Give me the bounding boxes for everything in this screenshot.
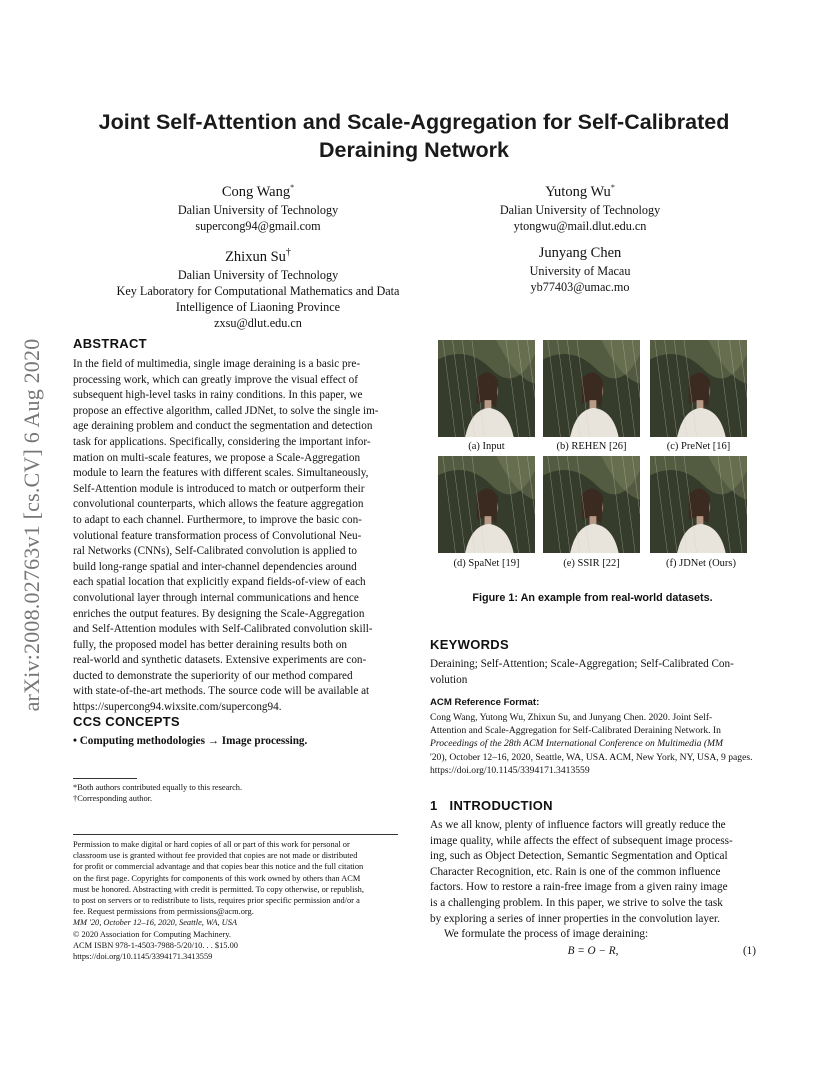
intro-heading <box>430 798 553 813</box>
abstract-line: convolutional layer through internal communications and hence <box>73 591 359 604</box>
intro-line: factors. How to restore a rain-free image from a given rainy image <box>430 881 728 894</box>
author-block-3 <box>70 243 446 332</box>
abstract-line: processing work, which can greatly improve the visual effect of <box>73 373 358 386</box>
arxiv-stamp <box>14 290 50 760</box>
acm-ref-text <box>430 711 760 777</box>
section-number: 1 <box>430 798 438 813</box>
permission-block <box>73 839 403 962</box>
author-affiliation: Dalian University of Technology <box>499 202 661 217</box>
photo-placeholder-icon <box>438 340 535 437</box>
author-affiliation: Dalian University of Technology <box>177 202 339 217</box>
abstract-line: to adapt to each channel. Furthermore, to improve the basic con- <box>73 513 362 526</box>
author-mark: † <box>285 247 291 258</box>
footnote: *Both authors contributed equally to this research. <box>73 783 243 792</box>
permission-line: fee. Request permissions from permissions@acm.org. <box>73 907 254 917</box>
equation: B = O − R, <box>567 945 619 957</box>
subcaption-f: (f) JDNet (Ours) <box>666 558 736 569</box>
permission-line: to post on servers or to redistribute to lists, requires prior specific permission and/or a <box>73 896 360 906</box>
intro-line: is a challenging problem. In this paper, we strive to solve the task <box>430 896 723 909</box>
figure-image-prenet <box>650 340 747 437</box>
footnotes <box>73 782 398 804</box>
arxiv-id: arXiv:2008.02763v1 [cs.CV] 6 Aug 2020 <box>19 338 44 712</box>
acm-ref-line: Attention and Scale-Aggregation for Self-Calibrated Deraining Network. In <box>430 725 721 737</box>
abstract-line: task for applications. Specifically, considering the important infor- <box>73 435 371 448</box>
equation-row <box>430 945 756 957</box>
abstract-line: mation on multi-scale features, we propose a Scale-Aggregation <box>73 451 361 464</box>
author-block-2 <box>430 178 730 234</box>
footnote: †Corresponding author. <box>73 794 153 804</box>
author-affiliation: Intelligence of Liaoning Province <box>175 300 341 315</box>
figure-image-jdnet <box>650 456 747 553</box>
subcaption-d: (d) SpaNet [19] <box>453 558 520 569</box>
ccs-text: • Computing methodologies → Image processing. <box>73 735 308 747</box>
intro-line: by exploring a series of inner properties in the convolution layer. <box>430 912 720 925</box>
author-email: yb77403@umac.mo <box>530 280 630 295</box>
title-line-2: Deraining Network <box>319 138 509 162</box>
permission-line: for profit or commercial advantage and that copies bear this notice and the full citation <box>73 862 364 872</box>
acm-ref-line: https://doi.org/10.1145/3394171.3413559 <box>430 764 590 776</box>
author-email: zxsu@dlut.edu.cn <box>214 316 302 331</box>
intro-line: We formulate the process of image deraining: <box>444 928 649 941</box>
title-line-1: Joint Self-Attention and Scale-Aggregation for Self-Calibrated <box>98 110 730 134</box>
acm-ref-line: Proceedings of the 28th ACM International Conference on Multimedia (MM <box>430 738 723 750</box>
abstract-line: and Self-Attention modules with Self-Calibrated convolution skill- <box>73 623 373 636</box>
photo-placeholder-icon <box>650 456 747 553</box>
subcaption-e: (e) SSIR [22] <box>563 558 620 569</box>
abstract-line: In the field of multimedia, single image deraining is a basic pre- <box>73 358 361 370</box>
author-name: Yutong Wu <box>545 183 611 200</box>
keywords-line: Deraining; Self-Attention; Scale-Aggregation; Self-Calibrated Con- <box>430 658 734 670</box>
author-affiliation: Dalian University of Technology <box>177 267 339 282</box>
abstract-line: enriches the output features. By designing the Scale-Aggregation <box>73 607 365 620</box>
author-mark: * <box>610 183 615 192</box>
intro-line: As we all know, plenty of influence factors will greatly reduce the <box>430 819 726 831</box>
abstract-line: age deraining problem and conduct the segmentation and detection <box>73 420 373 433</box>
permission-line: MM '20, October 12–16, 2020, Seattle, WA, USA <box>73 918 238 928</box>
author-block-4 <box>430 243 730 295</box>
abstract-heading: ABSTRACT <box>73 336 147 351</box>
photo-placeholder-icon <box>438 456 535 553</box>
acm-ref-line: Cong Wang, Yutong Wu, Zhixun Su, and Junyang Chen. 2020. Joint Self- <box>430 712 713 723</box>
abstract-line: real-world and synthetic datasets. Extensive experiments are con- <box>73 654 367 667</box>
abstract-line: subsequent high-level tasks in rainy conditions. In this paper, we <box>73 389 363 402</box>
section-title: INTRODUCTION <box>449 798 553 813</box>
permission-line: on the first page. Copyrights for components of this work owned by others than ACM <box>73 873 361 883</box>
abstract-line: https://supercong94.wixsite.com/supercong94. <box>73 701 282 714</box>
abstract-line: with state-of-the-art methods. The source code will be available at <box>73 685 370 698</box>
abstract-line: ducted to demonstrate the superiority of our method compared <box>73 669 353 682</box>
acm-ref-heading: ACM Reference Format: <box>430 697 540 708</box>
ccs-heading: CCS CONCEPTS <box>73 714 180 729</box>
figure-image-rehen <box>543 340 640 437</box>
figure-caption: Figure 1: An example from real-world datasets. <box>472 592 713 604</box>
acm-ref-line: '20), October 12–16, 2020, Seattle, WA, USA. ACM, New York, NY, USA, 9 pages. <box>430 751 753 763</box>
intro-text <box>430 818 756 943</box>
abstract-line: module to learn the features with different scales. Simultaneously, <box>73 467 369 480</box>
author-mark: * <box>290 183 295 192</box>
permission-line: © 2020 Association for Computing Machinery. <box>73 929 231 939</box>
abstract-line: build long-range spatial and inter-channel dependencies around <box>73 560 357 573</box>
permission-rule <box>73 834 398 835</box>
photo-placeholder-icon <box>543 340 640 437</box>
figure-image-spanet <box>438 456 535 553</box>
photo-placeholder-icon <box>650 340 747 437</box>
author-name: Cong Wang <box>221 183 291 200</box>
photo-placeholder-icon <box>543 456 640 553</box>
abstract-text <box>73 357 398 716</box>
figure-image-ssir <box>543 456 640 553</box>
abstract-line: volutional feature transformation process of Convolutional Neu- <box>73 529 362 542</box>
author-block-1 <box>90 178 426 234</box>
permission-line: ACM ISBN 978-1-4503-7988-5/20/10. . . $15.00 <box>73 940 238 950</box>
subcaption-a: (a) Input <box>468 441 505 452</box>
permission-line: must be honored. Abstracting with credit is permitted. To copy otherwise, or republish, <box>73 884 364 894</box>
author-name: Junyang Chen <box>538 245 622 261</box>
abstract-line: each spatial location that explicitly expand fields-of-view of each <box>73 576 366 589</box>
abstract-line: ral Networks (CNNs), Self-Calibrated convolution is applied to <box>73 545 357 558</box>
figure-image-input <box>438 340 535 437</box>
intro-line: Character Recognition, etc. Rain is one of the common influence <box>430 865 721 878</box>
author-affiliation: University of Macau <box>529 264 631 278</box>
keywords-heading: KEYWORDS <box>430 637 509 652</box>
equation-number: (1) <box>742 945 756 957</box>
keywords-text <box>430 657 756 688</box>
abstract-line: propose an effective algorithm, called JDNet, to solve the single im- <box>73 404 379 417</box>
author-name: Zhixun Su <box>225 248 286 265</box>
subcaption-b: (b) REHEN [26] <box>556 441 627 452</box>
keywords-line: volution <box>430 673 468 686</box>
author-email: ytongwu@mail.dlut.edu.cn <box>513 219 647 234</box>
paper-title <box>60 108 768 164</box>
abstract-line: convolutional counterparts, which allows the feature aggregation <box>73 498 364 511</box>
intro-line: ing, such as Object Detection, Semantic Segmentation and Optical <box>430 850 728 863</box>
author-email: supercong94@gmail.com <box>195 219 321 234</box>
abstract-line: Self-Attention module is introduced to match or outperform their <box>73 482 365 495</box>
author-affiliation: Key Laboratory for Computational Mathematics and Data <box>116 284 400 299</box>
permission-line: Permission to make digital or hard copies of all or part of this work for personal or <box>73 840 350 849</box>
permission-line: classroom use is granted without fee provided that copies are not made or distributed <box>73 851 358 861</box>
intro-line: image quality, while affects the effect of subsequent image process- <box>430 834 733 847</box>
abstract-line: fully, the proposed model has better deraining results both on <box>73 638 347 651</box>
footnote-rule <box>73 778 137 779</box>
subcaption-c: (c) PreNet [16] <box>666 441 731 452</box>
permission-line: https://doi.org/10.1145/3394171.3413559 <box>73 952 213 962</box>
